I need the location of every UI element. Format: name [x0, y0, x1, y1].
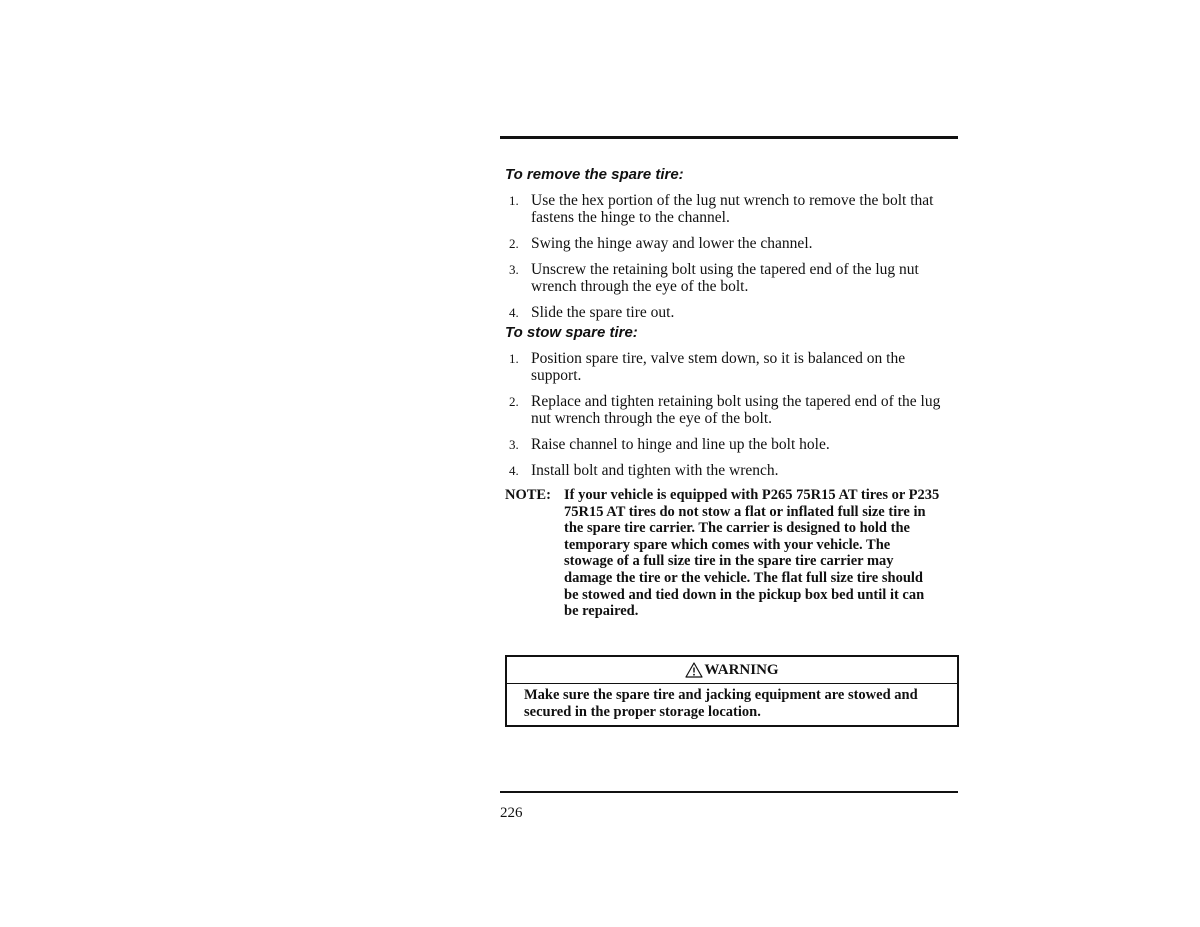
warning-triangle-icon	[685, 662, 703, 678]
section-heading-remove: To remove the spare tire:	[505, 166, 684, 183]
step-number: 3.	[509, 262, 519, 277]
step-number: 3.	[509, 437, 519, 452]
list-item	[505, 235, 958, 252]
step-number: 4.	[509, 305, 519, 320]
page-content	[505, 165, 958, 620]
step-text: Install bolt and tighten with the wrench.	[531, 462, 779, 479]
warning-title: WARNING	[704, 661, 779, 678]
list-item	[505, 462, 958, 479]
page-number: 226	[500, 805, 523, 821]
section-heading-stow: To stow spare tire:	[505, 324, 638, 341]
warning-text: Make sure the spare tire and jacking equipment are stowed and secured in the proper storage location.	[524, 687, 918, 720]
list-item	[505, 261, 958, 295]
step-number: 4.	[509, 463, 519, 478]
note-label: NOTE:	[505, 487, 551, 503]
warning-box	[505, 655, 959, 727]
note-block	[505, 487, 958, 620]
list-item	[505, 393, 958, 427]
step-text: Unscrew the retaining bolt using the tapered end of the lug nut wrench through the eye of the bolt.	[531, 261, 919, 295]
top-rule	[500, 136, 958, 139]
step-text: Slide the spare tire out.	[531, 304, 675, 321]
remove-steps-list	[505, 192, 958, 321]
stow-steps-list	[505, 350, 958, 479]
step-text: Use the hex portion of the lug nut wrench to remove the bolt that fastens the hinge to the channel.	[531, 192, 934, 226]
step-text: Replace and tighten retaining bolt using the tapered end of the lug nut wrench through the eye of the bolt.	[531, 393, 941, 427]
step-text: Position spare tire, valve stem down, so it is balanced on the support.	[531, 350, 906, 384]
step-number: 2.	[509, 394, 519, 409]
step-text: Raise channel to hinge and line up the bolt hole.	[531, 436, 830, 453]
list-item	[505, 192, 958, 226]
step-number: 2.	[509, 236, 519, 251]
list-item	[505, 304, 958, 321]
note-text: If your vehicle is equipped with P265 75R15 AT tires or P235 75R15 AT tires do not stow a flat or inflated full size tire in the spare tire carrier. The carrier is designed to hold the temporary spare which comes with your vehicle. The stowage of a full size tire in the spare tire carrier may damage the tire or the vehicle. The flat full size tire should be stowed and tied down in the pickup box bed until it can be repaired.	[564, 487, 940, 620]
step-number: 1.	[509, 193, 519, 208]
bottom-rule	[500, 791, 958, 793]
list-item	[505, 350, 958, 384]
warning-header	[507, 657, 957, 684]
step-text: Swing the hinge away and lower the channel.	[531, 235, 813, 252]
step-number: 1.	[509, 351, 519, 366]
list-item	[505, 436, 958, 453]
